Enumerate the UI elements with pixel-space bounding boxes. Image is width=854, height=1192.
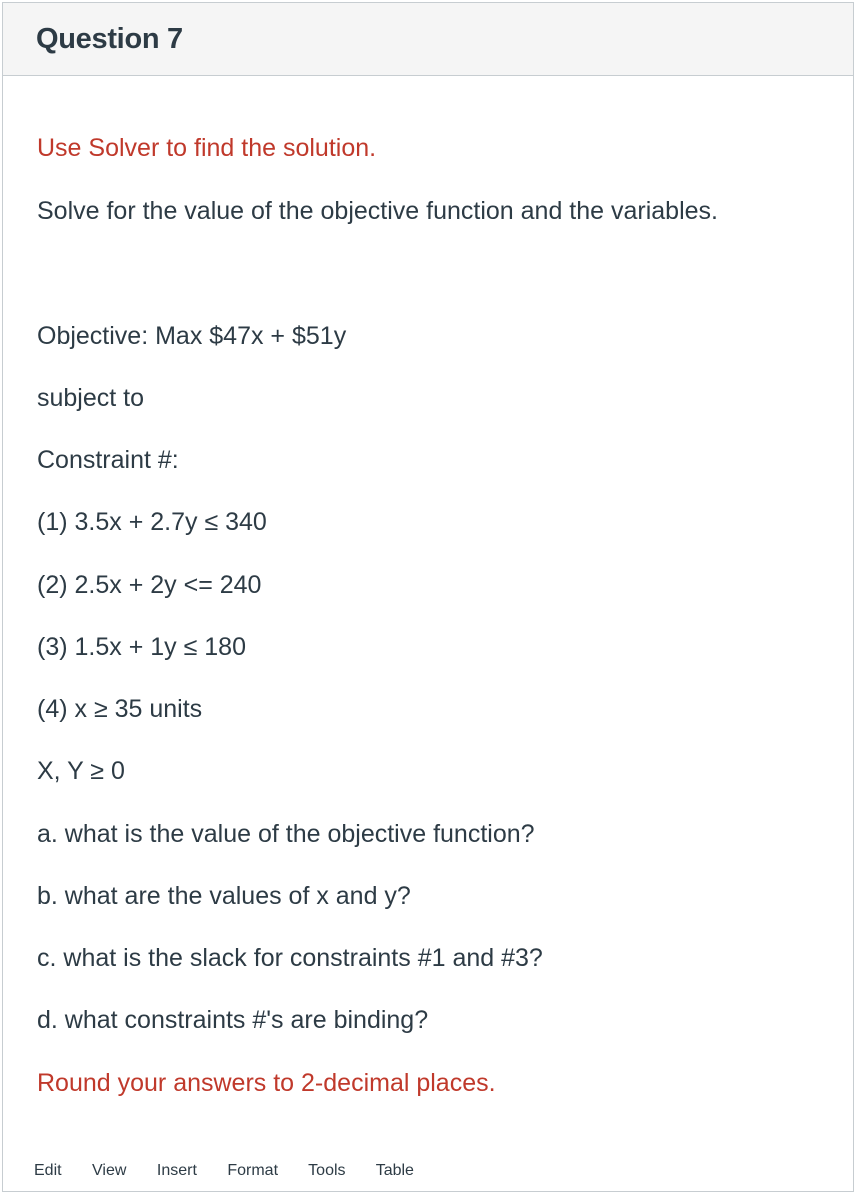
solve-for-text: Solve for the value of the objective function and the variables. bbox=[37, 197, 718, 225]
part-c: c. what is the slack for constraints #1 and #3? bbox=[37, 944, 543, 972]
subject-to-text: subject to bbox=[37, 384, 145, 412]
part-d: d. what constraints #'s are binding? bbox=[37, 1006, 429, 1034]
menu-table[interactable]: Table bbox=[375, 1162, 414, 1179]
question-card bbox=[2, 2, 854, 1192]
menu-view[interactable]: View bbox=[92, 1162, 127, 1179]
constraint-header: Constraint #: bbox=[37, 446, 179, 474]
menu-insert[interactable]: Insert bbox=[156, 1162, 197, 1179]
part-a: a. what is the value of the objective function? bbox=[37, 820, 535, 848]
question-title: Question 7 bbox=[36, 23, 183, 55]
constraint-2: (2) 2.5x + 2y <= 240 bbox=[37, 571, 262, 599]
constraint-1: (1) 3.5x + 2.7y ≤ 340 bbox=[37, 508, 267, 536]
part-b: b. what are the values of x and y? bbox=[37, 882, 411, 910]
menu-format[interactable]: Format bbox=[227, 1162, 279, 1179]
objective-text: Objective: Max $47x + $51y bbox=[37, 322, 347, 350]
question-header bbox=[3, 3, 853, 76]
menu-tools[interactable]: Tools bbox=[308, 1162, 346, 1179]
rounding-note: Round your answers to 2-decimal places. bbox=[37, 1069, 496, 1097]
solver-instruction: Use Solver to find the solution. bbox=[37, 134, 377, 162]
constraint-3: (3) 1.5x + 1y ≤ 180 bbox=[37, 633, 246, 661]
menu-edit[interactable]: Edit bbox=[34, 1162, 62, 1179]
editor-menubar bbox=[34, 1162, 440, 1180]
constraint-4: (4) x ≥ 35 units bbox=[37, 695, 203, 723]
nonnegativity-text: X, Y ≥ 0 bbox=[37, 757, 125, 785]
